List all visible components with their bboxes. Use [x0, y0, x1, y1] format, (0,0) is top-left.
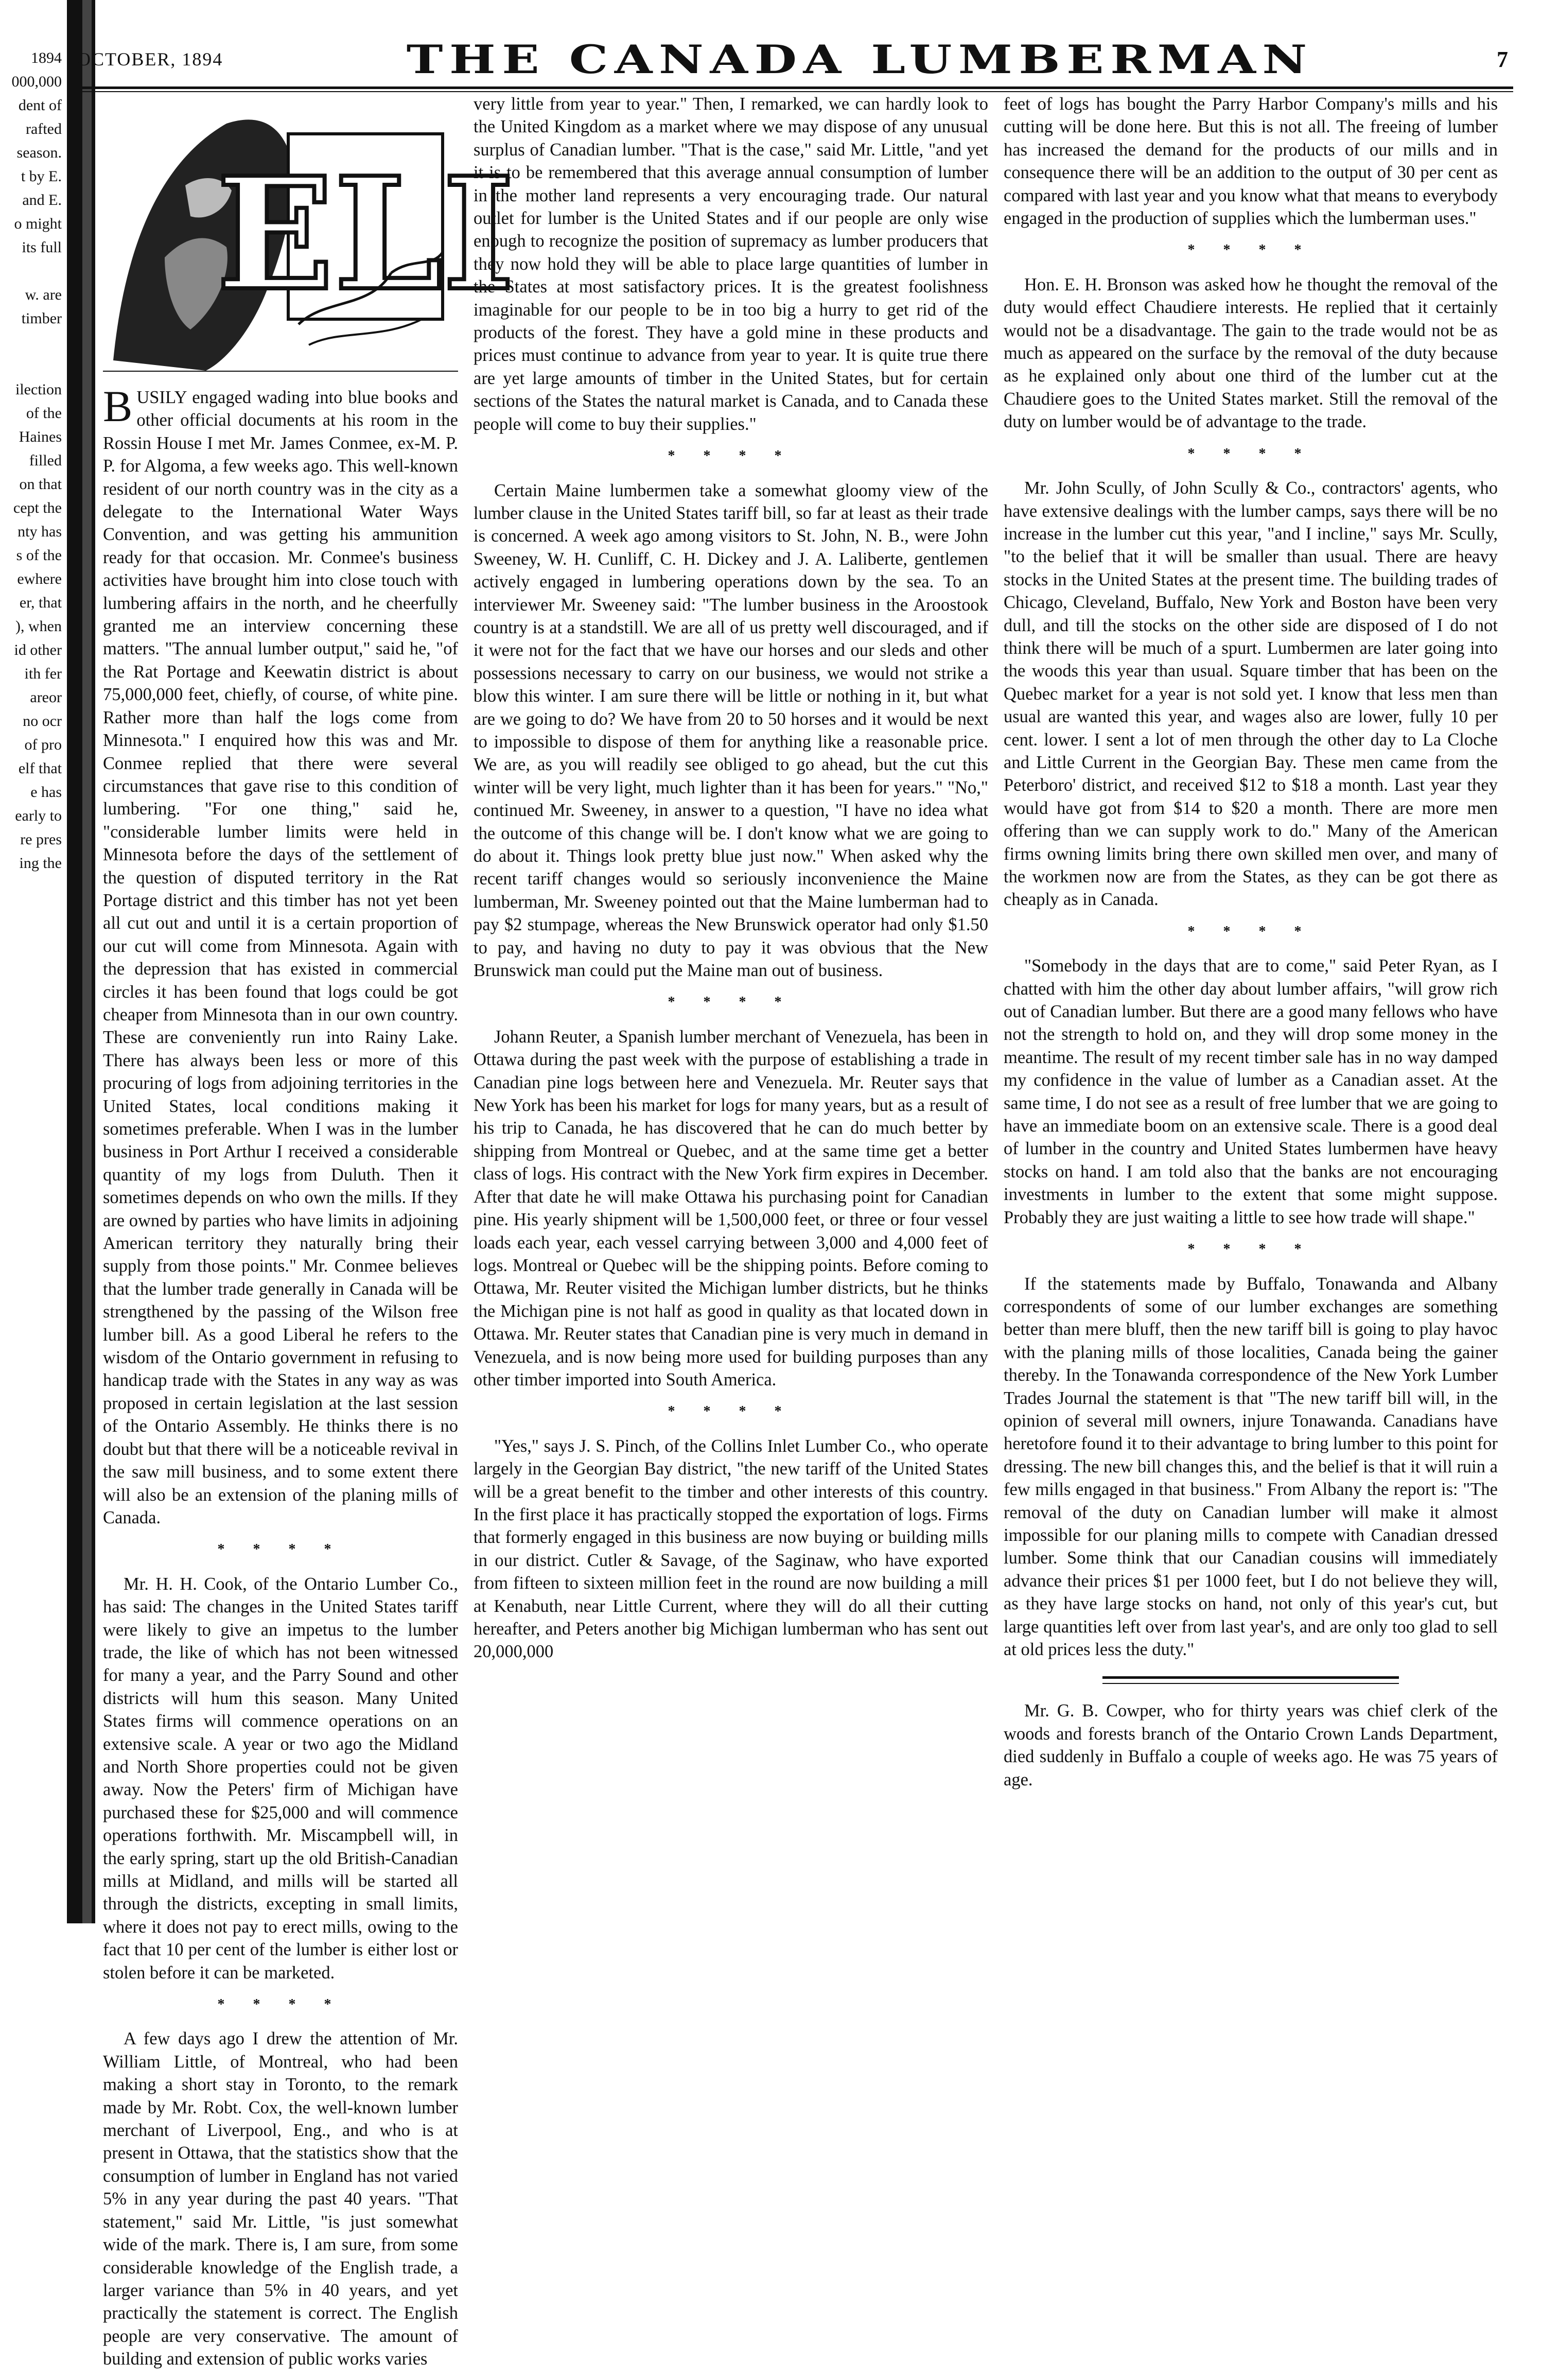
left-fragment-line: t by E. — [21, 168, 62, 185]
left-fragment-line: no ocr — [23, 713, 62, 729]
article-maine: Certain Maine lumbermen take a somewhat gloomy view of the lumber clause in the United States tariff bill, so far at least as their trade is concerned. A week ago among visitors to St. John, N. B., were John Sweeney, W. H. Cunliff, C. H. Dickey and J. A. Laliberte, gentlemen actively engaged in lumbering operations down by the sea. To an interviewer Mr. Sweeney said: "The lumber business in the Aroostook country is at a standstill. We are all of us pretty well discouraged, and if it were not for the fact that we have our horses and our sleds and other possessions necessary to carry on our business, we would not strike a blow this winter. I am sure there will be little or nothing in it, but what are we going to do? We have from 20 to 50 horses and it would be next to impossible to dispose of them for anything like a reasonable price. We are, as you will readily see obliged to go ahead, but the cut this winter will be very light, much lighter than it has been for years." "No," continued Mr. Sweeney, in answer to a question, "I have no idea what the outcome of this change will be. I don't know what we are going to do about it. Things look pretty blue just now." When asked why the recent tariff changes would so seriously inconvenience the Maine lumberman, Mr. Sweeney pointed out that the Maine lumberman had to pay $2 stumpage, whereas the New Brunswick operator had only $1.50 to pay, and having no duty to pay it was obvious that the New Brunswick man could put the Maine man out of business. — [474, 480, 988, 981]
article-pinch: "Yes," says J. S. Pinch, of the Collins Inlet Lumber Co., who operate largely in the Georgian Bay district, "the new tariff of the United States will be a great benefit to the timber and other interests of this country. In the first place it has practically stopped the exportation of logs. Firms that formerly engaged in this business are now buying or building mills in our district. Cutler & Savage, of the Saginaw, who have exported from fifteen to sixteen million feet in the round are now building a mill at Kenabuth, near Little Current, where they will do all their cutting hereafter, and Peters another big Michigan lumberman who has sent out 20,000,000 — [474, 1436, 988, 1662]
column-3 — [1004, 93, 1498, 1800]
left-fragment-line: re pres — [20, 831, 62, 848]
section-separator: * * * * — [1187, 1241, 1314, 1258]
left-fragment-line: o might — [14, 215, 62, 232]
column-2 — [474, 93, 988, 1673]
issue-date: OCTOBER, 1894 — [77, 49, 223, 70]
left-fragment-line: ewhere — [17, 570, 62, 587]
left-fragment-line: er, that — [19, 594, 62, 611]
section-separator: * * * * — [1187, 445, 1314, 462]
left-fragment-line: rafted — [26, 120, 62, 137]
article-little-cont: very little from year to year." Then, I remarked, we can hardly look to the United Kingdom as a market where we may dispose of any unusual surplus of Canadian lumber. "That is the case," said Mr. Little, "and yet it is to be remembered that this average annual consumption of lumber in the mother land represents a very encouraging trade. Our natural outlet for lumber is the United States and if our people are only wise enough to recognize the position of supremacy as lumber producers that they now hold they will be able to place large quantities of lumber in the States at most satisfactory prices. It is the greatest foolishness imaginable for our people to be in too big a hurry to get rid of the products of the forest. They have a gold mine in these products and prices must continue to advance from year to year. It is quite true there are yet large amounts of timber in the United States, but for certain sections of the States the natural market is Canada, and to Canada these people will come to buy their supplies." — [474, 94, 988, 434]
header-rule-thin — [77, 91, 1513, 92]
left-fragment-line: s of the — [16, 547, 62, 564]
left-fragment-line — [0, 259, 62, 283]
header-rule — [77, 86, 1513, 89]
section-separator: * * * * — [668, 994, 794, 1011]
article-tariff-buffalo: If the statements made by Buffalo, Tonawanda and Albany correspondents of some of our lumber exchanges are something better than mere bluff, then the new tariff bill is going to play havoc with the planing mills of those localities, Canada being the gainer thereby. In the Tonawanda correspondence of the New York Lumber Trades Journal the statement is that "The new tariff bill will, in the opinion of several mill owners, injure Tonawanda. Canadians have heretofore found it to their advantage to bring lumber to this point for dressing. The new bill changes this, and the belief is that it will ruin a few mills engaged in that business." From Albany the report is: "The removal of the duty on Canadian lumber will make it almost impossible for our planing mills to compete with Canadian dressed lumber. Some think that our Canadian cousins will immediately advance their prices $1 per 1000 feet, but I do not believe they will, as they have large stocks on hand, not only of this year's cut, but large quantities left over from last year's, and are only too glad to sell at old prices less the duty." — [1004, 1274, 1498, 1659]
left-fragment-line: w. are — [25, 286, 62, 303]
left-fragment-line: dent of — [18, 97, 62, 114]
left-fragment-line: id other — [14, 641, 62, 658]
left-fragment-line — [0, 331, 62, 354]
left-fragment-line: cept the — [13, 499, 62, 516]
page-number: 7 — [1496, 46, 1508, 72]
left-fragment-line: of pro — [24, 736, 62, 753]
left-fragment-line: areor — [30, 689, 62, 706]
article-scully: Mr. John Scully, of John Scully & Co., contractors' agents, who have extensive dealings with the lumber camps, says there will be no increase in the lumber cut this year, "and I incline," says Mr. Scully, "to the belief that it will be smaller than usual. There are heavy stocks in the United States at the present time. The building trades of Chicago, Cleveland, Buffalo, New York and Boston have been very dull, and till the stocks on the other side are disposed of I do not think there will be much of a spurt. Lumbermen are later going into the woods this year than usual. Square timber that has been on the Quebec market for a year is not sold yet. I know that less men than usual are wanted this year, and wages also are lower, fully 10 per cent. lower. I sent a lot of men through the other day to La Cloche and Little Current in the Georgian Bay. These men came from the Peterboro' district, and received $12 to $18 a month. Last year they would have got from $14 to $20 a month. There are more men offering than we can supply work to do." Many of the American firms owning limits bring there own skilled men over, and many of the workmen now are from the States, as they can be got there as cheaply as in Canada. — [1004, 478, 1498, 910]
left-fragment-line: timber — [21, 310, 62, 327]
left-fragment-line: nty has — [17, 523, 62, 540]
section-separator: * * * * — [668, 1403, 794, 1420]
left-fragment-line: ing the — [19, 855, 62, 872]
newspaper-title: THE CANADA LUMBERMAN — [406, 36, 1313, 82]
section-separator: * * * * — [217, 1541, 344, 1558]
eli-illustration-icon — [103, 103, 515, 371]
left-fragment-line: of the — [26, 405, 62, 422]
article-little: A few days ago I drew the attention of Mr. William Little, of Montreal, who had been making a short stay in Toronto, to the remark made by Mr. Robt. Cox, the well-known lumber merchant of Liverpool, Eng., and who is at present in Ottawa, that the statistics show that the consumption of lumber in England has not varied 5% in any year during the past 40 years. "That statement," said Mr. Little, "is just somewhat wide of the mark. There is, I am sure, from some considerable knowledge of the English trade, a larger variance than 5% in 40 years, and yet practically the statement is correct. The English people are very conservative. The amount of building and extension of public works varies — [103, 2029, 458, 2369]
column-1 — [103, 103, 515, 2380]
masthead — [77, 36, 1508, 82]
left-fragment-line: elf that — [18, 760, 62, 777]
left-fragment-line: 000,000 — [11, 73, 62, 90]
left-fragment-line: ilection — [15, 381, 62, 398]
left-fragment-line: season. — [16, 144, 62, 161]
left-fragment-line: early to — [15, 807, 62, 824]
article-cook: Mr. H. H. Cook, of the Ontario Lumber Co., has said: The changes in the United States tariff were likely to give an impetus to the lumber trade, the like of which has not been witnessed for many a year, and the Parry Sound and other districts will hum this season. Many United States firms will commence operations on an extensive scale. A year or two ago the Midland and North Shore properties could not be given away. Now the Peters' firm of Michigan have purchased these for $25,000 and will commence operations forthwith. Mr. Miscampbell will, in the early spring, start up the old British-Canadian mills at Midland, and mills will be started all through the districts, excepting in small limits, where it does not pay to erect mills, owing to the fact that 10 per cent of the lumber is either lost or stolen before it can be marketed. — [103, 1574, 458, 1983]
section-separator: * * * * — [1187, 242, 1314, 258]
binding-shadow-inner — [82, 0, 92, 1923]
section-separator: * * * * — [217, 1996, 344, 2013]
article-conmee: BUSILY engaged wading into blue books and other official documents at his room in the Rossin House I met Mr. James Conmee, ex-M. P. P. for Algoma, a few weeks ago. This well-known resident of our north country was in the city as a delegate to the International Water Ways Convention, and was getting his ammunition ready for that occasion. Mr. Conmee's business activities have brought him into close touch with lumbering affairs in the north, and he cheerfully granted me an interview concerning these matters. "The annual lumber output," said he, "of the Rat Portage and Keewatin district is about 75,000,000 feet, chiefly, of course, of white pine. Rather more than half the logs come from Minnesota." I enquired how this was and Mr. Conmee replied that there were several circumstances that gave rise to this condition of lumbering. "For one thing," said he, "considerable lumber limits were held in Minnesota before the days of the settlement of the question of disputed territory in the Rat Portage district and this timber has not yet been all cut out and until it is a certain proportion of our cut will come from Minnesota. Again with the depression that has existed in commercial circles it has been found that logs could be got cheaper from Minnesota than in our own country. These are conveniently run into Rainy Lake. There has always been less or more of this procuring of logs from adjoining territories in the United States, local conditions making it sometimes preferable. When I was in the lumber business in Port Arthur I received a considerable quantity of my logs from Duluth. Then it sometimes depends on who own the mills. If they are owned by parties who have limits in adjoining American territory they naturally bring their supply from those points." Mr. Conmee believes that the lumber trade generally in Canada will be strengthened by the passing of the Wilson free lumber bill. As a good Liberal he refers to the wisdom of the Ontario government in refusing to handicap trade with the States in any way as was proposed in certain legislation at the last session of the Ontario Assembly. He thinks there is no doubt but that there will be a noticeable revival in the saw mill business, and to some extent there will also be an extension of the planing mills of Canada. — [103, 381, 458, 1527]
left-fragment-line: and E. — [22, 192, 62, 209]
double-rule-divider — [1102, 1676, 1399, 1684]
svg-text:ELI: ELI — [216, 143, 515, 325]
section-separator: * * * * — [668, 448, 794, 464]
article-cowper-obituary: Mr. G. B. Cowper, who for thirty years was chief clerk of the woods and forests branch of the Ontario Crown Lands Department, died suddenly in Buffalo a couple of weeks ago. He was 75 years of age. — [1004, 1701, 1498, 1790]
decorative-illustration — [103, 103, 515, 372]
left-fragment-line: e has — [30, 784, 62, 801]
left-fragment-line: ith fer — [24, 665, 62, 682]
section-separator: * * * * — [1187, 923, 1314, 940]
left-fragment-line: Haines — [19, 428, 62, 445]
article-bronson: Hon. E. H. Bronson was asked how he thought the removal of the duty would effect Chaudiere interests. He replied that it certainly would not be a disadvantage. The gain to the trade would not be as much as appeared on the surface by the removal of the duty because as he explained only about one third of the lumber cut at the Chaudiere goes to the United States market. Still the removal of the duty on lumber would be of advantage to the trade. — [1004, 274, 1498, 432]
left-fragment-line: on that — [19, 476, 62, 493]
article-pinch-cont: feet of logs has bought the Parry Harbor Company's mills and his cutting will be done here. But this is not all. The freeing of lumber has increased the demand for the products of our mills and in consequence there will be an addition to the output of 30 per cent as compared with last year and you know what that means to everybody engaged in the production of supplies which the lumberman uses." — [1004, 94, 1498, 229]
left-fragment-line: its full — [22, 239, 62, 256]
article-reuter: Johann Reuter, a Spanish lumber merchant of Venezuela, has been in Ottawa during the past week with the purpose of establishing a trade in Canadian pine logs between here and Venezuela. Mr. Reuter says that New York has been his market for logs for many years, but as a result of his trip to Canada, he has discovered that he can do much better by shipping from Montreal or Quebec, and at the same time get a better class of logs. His contract with the New York firm expires in December. After that date he will make Ottawa his purchasing point for Canadian pine. His yearly shipment will be 1,500,000 feet, or three or four vessel loads each year, each vessel carrying between 3,000 and 4,000 feet of logs. Montreal or Quebec will be the shipping points. Before coming to Ottawa, Mr. Reuter visited the Michigan lumber districts, but he thinks the Michigan pine is not half as good in quality as that located down in Ottawa. Mr. Reuter states that Canadian pine is very much in demand in Venezuela, and is now being more used for building purposes than any other timber imported into South America. — [474, 1027, 988, 1389]
left-page-fragment — [0, 46, 62, 875]
left-fragment-line: ), when — [15, 618, 62, 635]
left-fragment-line: filled — [29, 452, 62, 469]
left-fragment-line: 1894 — [31, 49, 62, 66]
article-ryan: "Somebody in the days that are to come," said Peter Ryan, as I chatted with him the other day about lumber affairs, "will grow rich out of Canadian lumber. But there are a good many fellows who have not the strength to hold on, and they will drop some money in the meantime. The result of my recent timber sale has in no way damped my confidence in the value of lumber as a Canadian asset. At the same time, I do not see as a result of free lumber that we are going to have an immediate boom on an extensive scale. There is a good deal of lumber in the country and United States lumbermen have heavy stocks on hand. I am told also that the banks are not encouraging investments in lumber to the extent that some might suppose. Probably they are just waiting a little to see how trade will shape." — [1004, 956, 1498, 1227]
left-fragment-line — [0, 354, 62, 378]
